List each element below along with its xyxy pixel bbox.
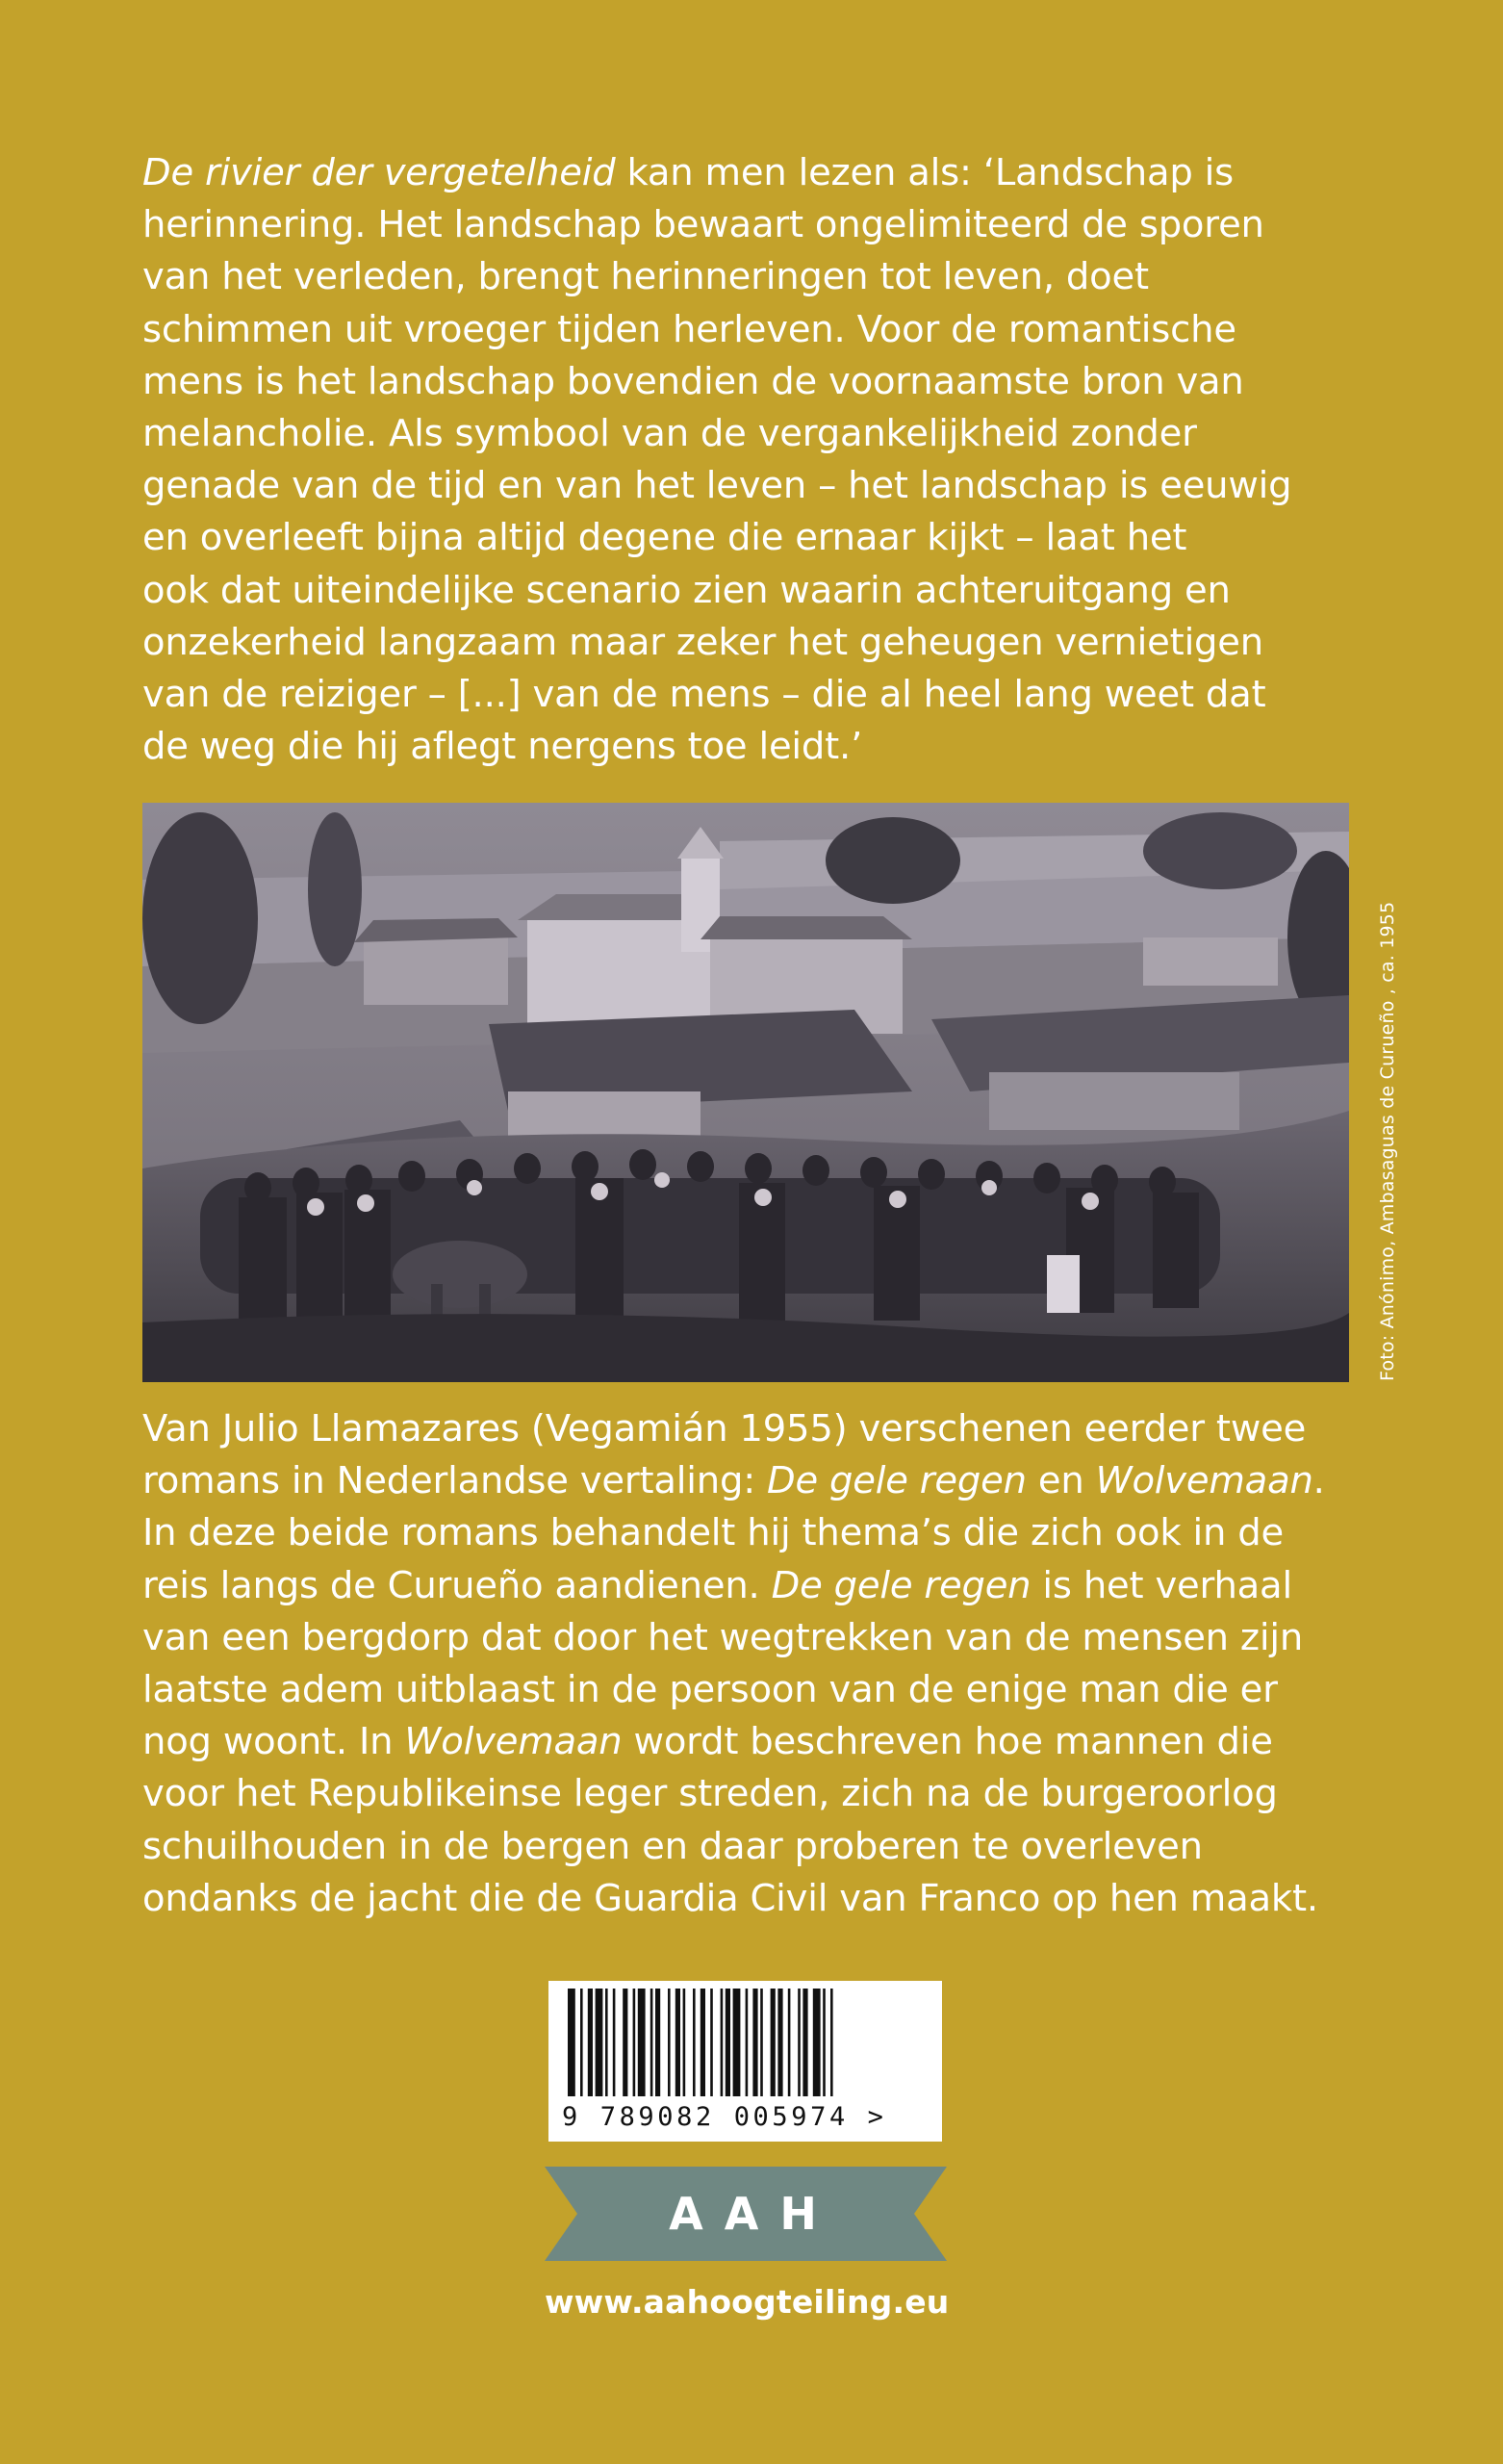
- barcode-bar: [777, 1989, 782, 2096]
- text-line: [142, 1560, 1364, 1612]
- text-line: [142, 669, 1364, 721]
- text-line: [142, 460, 1364, 512]
- text-line: [142, 721, 1364, 773]
- text-run: Van Julio Llamazares (Vegamián 1955) verschenen eerder twee: [142, 1407, 1307, 1450]
- text-run: melancholie. Als symbool van de vergankelijkheid zonder: [142, 412, 1197, 456]
- barcode-bar: [588, 1989, 593, 2096]
- text-line: [142, 251, 1364, 303]
- barcode-bar: [683, 1989, 686, 2096]
- text-run: ondanks de jacht die de Guardia Civil van Franco op hen maakt.: [142, 1876, 1318, 1920]
- barcode-bar: [802, 1989, 807, 2096]
- text-run: van de reiziger – [...] van de mens – die al heel lang weet dat: [142, 673, 1266, 717]
- isbn-barcode: [548, 1981, 942, 2142]
- publisher-website: www.aahoogteiling.eu: [545, 2283, 950, 2321]
- barcode-bar: [752, 1989, 757, 2096]
- text-line: [142, 1873, 1364, 1925]
- barcode-bar: [746, 1989, 749, 2096]
- text-run: kan men lezen als: ‘Landschap is: [615, 151, 1235, 194]
- text-run: en overleeft bijna altijd degene die ernaar kijkt – laat het: [142, 516, 1187, 560]
- isbn-digits: 9 789082 005974 >: [562, 2102, 887, 2132]
- barcode-bar: [721, 1989, 724, 2096]
- book-title: De gele regen: [771, 1563, 1032, 1607]
- text-line: [142, 147, 1364, 199]
- village-photo-image: [142, 803, 1349, 1382]
- publisher-ribbon: [545, 2167, 947, 2261]
- text-line: [142, 1716, 1364, 1768]
- text-run: herinnering. Het landschap bewaart ongelimiteerd de sporen: [142, 203, 1264, 247]
- barcode-bar: [701, 1989, 705, 2096]
- text-run: ook dat uiteindelijke scenario zien waarin achteruitgang en: [142, 568, 1231, 612]
- text-line: [142, 1455, 1364, 1507]
- barcode-bar: [638, 1989, 646, 2096]
- barcode-bar: [830, 1989, 833, 2096]
- text-line: [142, 1664, 1364, 1716]
- barcode-bar: [605, 1989, 608, 2096]
- barcode-bar: [693, 1989, 696, 2096]
- book-title: De gele regen: [767, 1459, 1027, 1503]
- barcode-bar: [613, 1989, 616, 2096]
- text-run: van het verleden, brengt herinneringen tot leven, doet: [142, 255, 1149, 299]
- barcode-bar: [771, 1989, 776, 2096]
- barcode-bar: [726, 1989, 730, 2096]
- text-line: [142, 512, 1364, 564]
- barcode-bar: [788, 1989, 791, 2096]
- barcode-bar: [823, 1989, 826, 2096]
- barcode-bar: [813, 1989, 821, 2096]
- publisher-logo-text: AAH: [669, 2188, 838, 2240]
- text-line: [142, 617, 1364, 669]
- text-run: van een bergdorp dat door het wegtrekken van de mensen zijn: [142, 1615, 1304, 1659]
- barcode-bar: [596, 1989, 603, 2096]
- text-line: [142, 1507, 1364, 1559]
- text-run: onzekerheid langzaam maar zeker het geheugen vernietigen: [142, 620, 1263, 664]
- text-run: genade van de tijd en van het leven – het landschap is eeuwig: [142, 464, 1292, 508]
- text-run: nog woont. In: [142, 1720, 405, 1764]
- village-photo: [142, 803, 1349, 1382]
- barcode-bar: [633, 1989, 636, 2096]
- text-run: .: [1312, 1459, 1325, 1503]
- text-run: reis langs de Curueño aandienen.: [142, 1563, 772, 1607]
- text-run: en: [1026, 1459, 1096, 1503]
- text-line: [142, 199, 1364, 251]
- barcode-bar: [650, 1989, 653, 2096]
- book-title: Wolvemaan: [1095, 1459, 1313, 1503]
- text-line: [142, 1403, 1364, 1455]
- text-run: de weg die hij aflegt nergens toe leidt.’: [142, 725, 863, 769]
- book-title: Wolvemaan: [404, 1720, 623, 1764]
- barcode-bar: [798, 1989, 801, 2096]
- text-line: [142, 1612, 1364, 1664]
- blurb-paragraph-author: [142, 1403, 1364, 1925]
- text-run: schuilhouden in de bergen en daar proberen te overleven: [142, 1824, 1203, 1868]
- barcode-bar: [623, 1989, 627, 2096]
- text-line: [142, 1821, 1364, 1873]
- book-title: De rivier der vergetelheid: [142, 151, 616, 194]
- text-run: laatste adem uitblaast in de persoon van de enige man die er: [142, 1668, 1278, 1712]
- blurb-paragraph-quote: [142, 147, 1364, 773]
- text-line: [142, 565, 1364, 617]
- photo-credit: Foto: Anónimo, Ambasaguas de Curueño , ca. 1955: [1377, 901, 1398, 1381]
- text-line: [142, 304, 1364, 356]
- barcode-bar: [568, 1989, 575, 2096]
- text-line: [142, 356, 1364, 408]
- text-run: is het verhaal: [1031, 1563, 1292, 1607]
- text-run: voor het Republikeinse leger streden, zich na de burgeroorlog: [142, 1772, 1278, 1816]
- text-run: schimmen uit vroeger tijden herleven. Voor de romantische: [142, 307, 1236, 351]
- barcode-bar: [580, 1989, 583, 2096]
- barcode-bar: [668, 1989, 671, 2096]
- barcode-bar: [733, 1989, 741, 2096]
- barcode-bar: [675, 1989, 680, 2096]
- barcode-bar: [655, 1989, 660, 2096]
- text-line: [142, 408, 1364, 460]
- text-line: [142, 1768, 1364, 1820]
- text-run: romans in Nederlandse vertaling:: [142, 1459, 768, 1503]
- barcode-bar: [710, 1989, 713, 2096]
- text-run: wordt beschreven hoe mannen die: [622, 1720, 1273, 1764]
- text-run: In deze beide romans behandelt hij thema’s die zich ook in de: [142, 1511, 1284, 1555]
- barcode-bar: [760, 1989, 763, 2096]
- text-run: mens is het landschap bovendien de voornaamste bron van: [142, 359, 1244, 403]
